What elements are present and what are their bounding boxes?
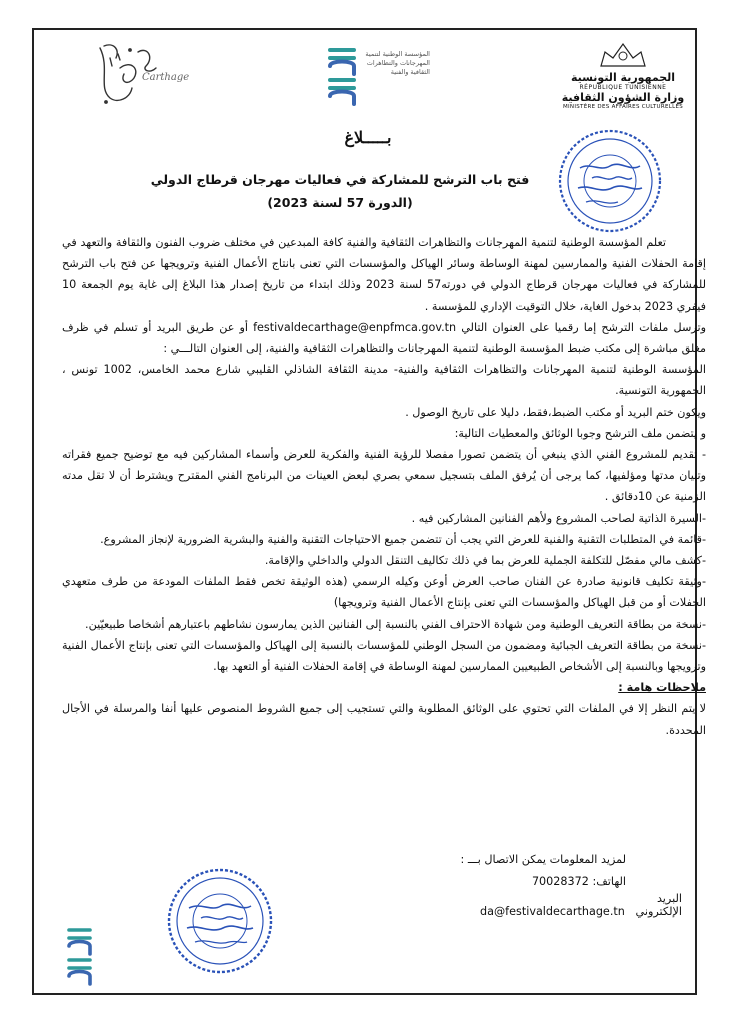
paragraph-documents-intro: و يتضمن ملف الترشح وجوبا الوثائق والمعطيات التالية: [454,426,706,440]
contact-email-row [462,892,682,918]
list-item-project: - تقديم للمشروع الفني الذي ينبغي أن يتضمن تصورا مفصلا للرؤية الفنية والفكرية للعرض وأسماء المشاركين فيه مع توضيح جميع فقراته وتبيان مدتها ومؤلفيها، كما يرجى أن يُرفق الملف بتسجيل سمعي بصري لبعض العينات من البرنامج الفني المقترح ويشترط أن لا تقل مدته الزمنية عن 10دقائق . [62,448,706,504]
list-item-id-card: -نسخة من بطاقة التعريف الوطنية ومن شهادة الاحتراف الفني بالنسبة إلى الفنانين الذين يمارسون نشاطهم باعتبارهم أشخاصا طبيعيّين. [85,617,706,631]
page-title: بـــــلاغ [344,128,392,147]
enp-text: المؤسسة الوطنية لتنمية المهرجانات والتظاهرات الثقافية والفنية [365,50,430,76]
list-item-mandate: -وثيقة تكليف قانونية صادرة عن الفنان صاحب العرض أوعن وكيله الرسمي (هذه الوثيقة تخص فقط الملفات المودعة من طرف متعهدي الحفلات أو من قبل الهياكل والمؤسسات التي تعنى بإنتاج الأعمال الفنية وترويجها) [62,575,706,610]
paragraph-notes: لا يتم النظر إلا في الملفات التي تحتوي على الوثائق المطلوبة والتي تستجيب إلى جميع الشروط المنصوص عليها أنفا والمرسلة في الأجال المحددة. [62,702,706,737]
contact-phone-row [372,871,626,893]
submission-text-2: أو عن طريق البريد أو تسلم في ظرف مغلق مباشرة إلى مكتب ضبط المؤسسة الوطنية لتنمية المهرجانات والتظاهرات الثقافية والفنية، إلى العنوان التالـــي : [62,320,706,356]
enp-logo-bottom [66,924,94,986]
official-stamp-top [556,128,664,234]
list-item-budget: -كشف مالي مفصّل للتكلفة الجملية للعرض بما في ذلك تكاليف التنقل الدولي والداخلي والإقامة. [264,554,706,568]
list-item-cv: -السيرة الذاتية لصاحب المشروع ولأهم الفنانين المشاركين فيه . [411,511,706,525]
submission-text-1: وترسل ملفات الترشح إما رقميا على العنوان التالي [456,320,707,334]
paragraph-address: المؤسسة الوطنية لتنمية المهرجانات والتظاهرات الثقافية والفنية- مدينة الثقافة الشاذلي القليبي شارع محمد الخامس، 1002 تونس ، الجمهورية التونسية. [62,363,706,398]
ministry-fr-2: MINISTÈRE DES AFFAIRES CULTURELLES [562,104,684,110]
contact-block [372,849,626,893]
subtitle-line-1: فتح باب الترشح للمشاركة في فعاليات مهرجان قرطاج الدولي [150,172,530,187]
subtitle-line-2: (الدورة 57 لسنة 2023) [267,195,413,210]
ministry-ar-1: الجمهورية التونسية [570,71,676,84]
email-label: البريد الإلكتروني [635,892,682,918]
paragraph-postmark: ويكون ختم البريد أو مكتب الضبط،فقط، دليلا على تاريخ الوصول . [405,405,706,419]
carthage-signature: Carthage [142,72,190,83]
contact-email-link[interactable]: da@festivaldecarthage.tn [480,905,625,918]
ministry-fr-1: RÉPUBLIQUE TUNISIENNE [579,84,667,91]
enp-mark-icon [326,44,360,106]
paragraph-intro: تعلم المؤسسة الوطنية لتنمية المهرجانات والتظاهرات الثقافية والفنية كافة المبدعين في مختلف ضروب الفنون والثقافة والتعهد في إقامة الحفلات الفنية والممارسين لمهنة الوساطة وسائر الهياكل والمؤسسات التي تعنى بانتاج الأعمال الفنية وترويجها عن فتح باب الترشح للمشاركة في فعاليات مهرجان قرطاج الدولي في دورته57 لسنة 2023 وذلك ابتداء من تاريخ إصدار هذا البلاغ إلى غاية يوم الجمعة 10 فيفري 2023 بدخول الغاية، خلال التوقيت الإداري للمؤسسة . [62,236,706,313]
ministry-ar-2: وزارة الشؤون الثقافية [561,91,685,104]
list-item-tax-card: -نسخة من بطاقة التعريف الجبائية ومضمون من السجل الوطني للمؤسسات بالنسبة إلى الهياكل والمؤسسات التي تعنى بإنتاج الأعمال الفنية وترويجها وبالنسبة إلى الأشخاص الطبيعيين الممارسين لمهنة الوساطة في إقامة الحفلات الفنية أو التعهد بها. [62,638,706,674]
paragraph-submission [62,317,706,359]
subtitle [150,168,530,214]
announcement-body [62,232,706,741]
official-stamp-bottom [165,866,275,976]
emblem-icon [595,40,651,68]
submission-email-link[interactable]: festivaldecarthage@enpfmca.gov.tn [253,320,457,334]
phone-number[interactable]: 70028372 [531,875,589,888]
phone-label: الهاتف: [592,875,626,888]
notes-heading: ملاحظات هامة : [618,681,706,695]
list-item-requirements: -قائمة في المتطلبات التقنية والفنية للعرض التي يجب أن تتضمن جميع الاحتياجات التقنية والفنية والبشرية الضرورية لإنجاز المشروع. [100,532,706,546]
ministry-logo [548,40,698,112]
enp-mark-icon [66,924,94,986]
enp-logo [326,44,436,106]
carthage-logo [90,38,190,108]
contact-intro: لمزيد المعلومات يمكن الاتصال بـــ : [460,853,626,866]
